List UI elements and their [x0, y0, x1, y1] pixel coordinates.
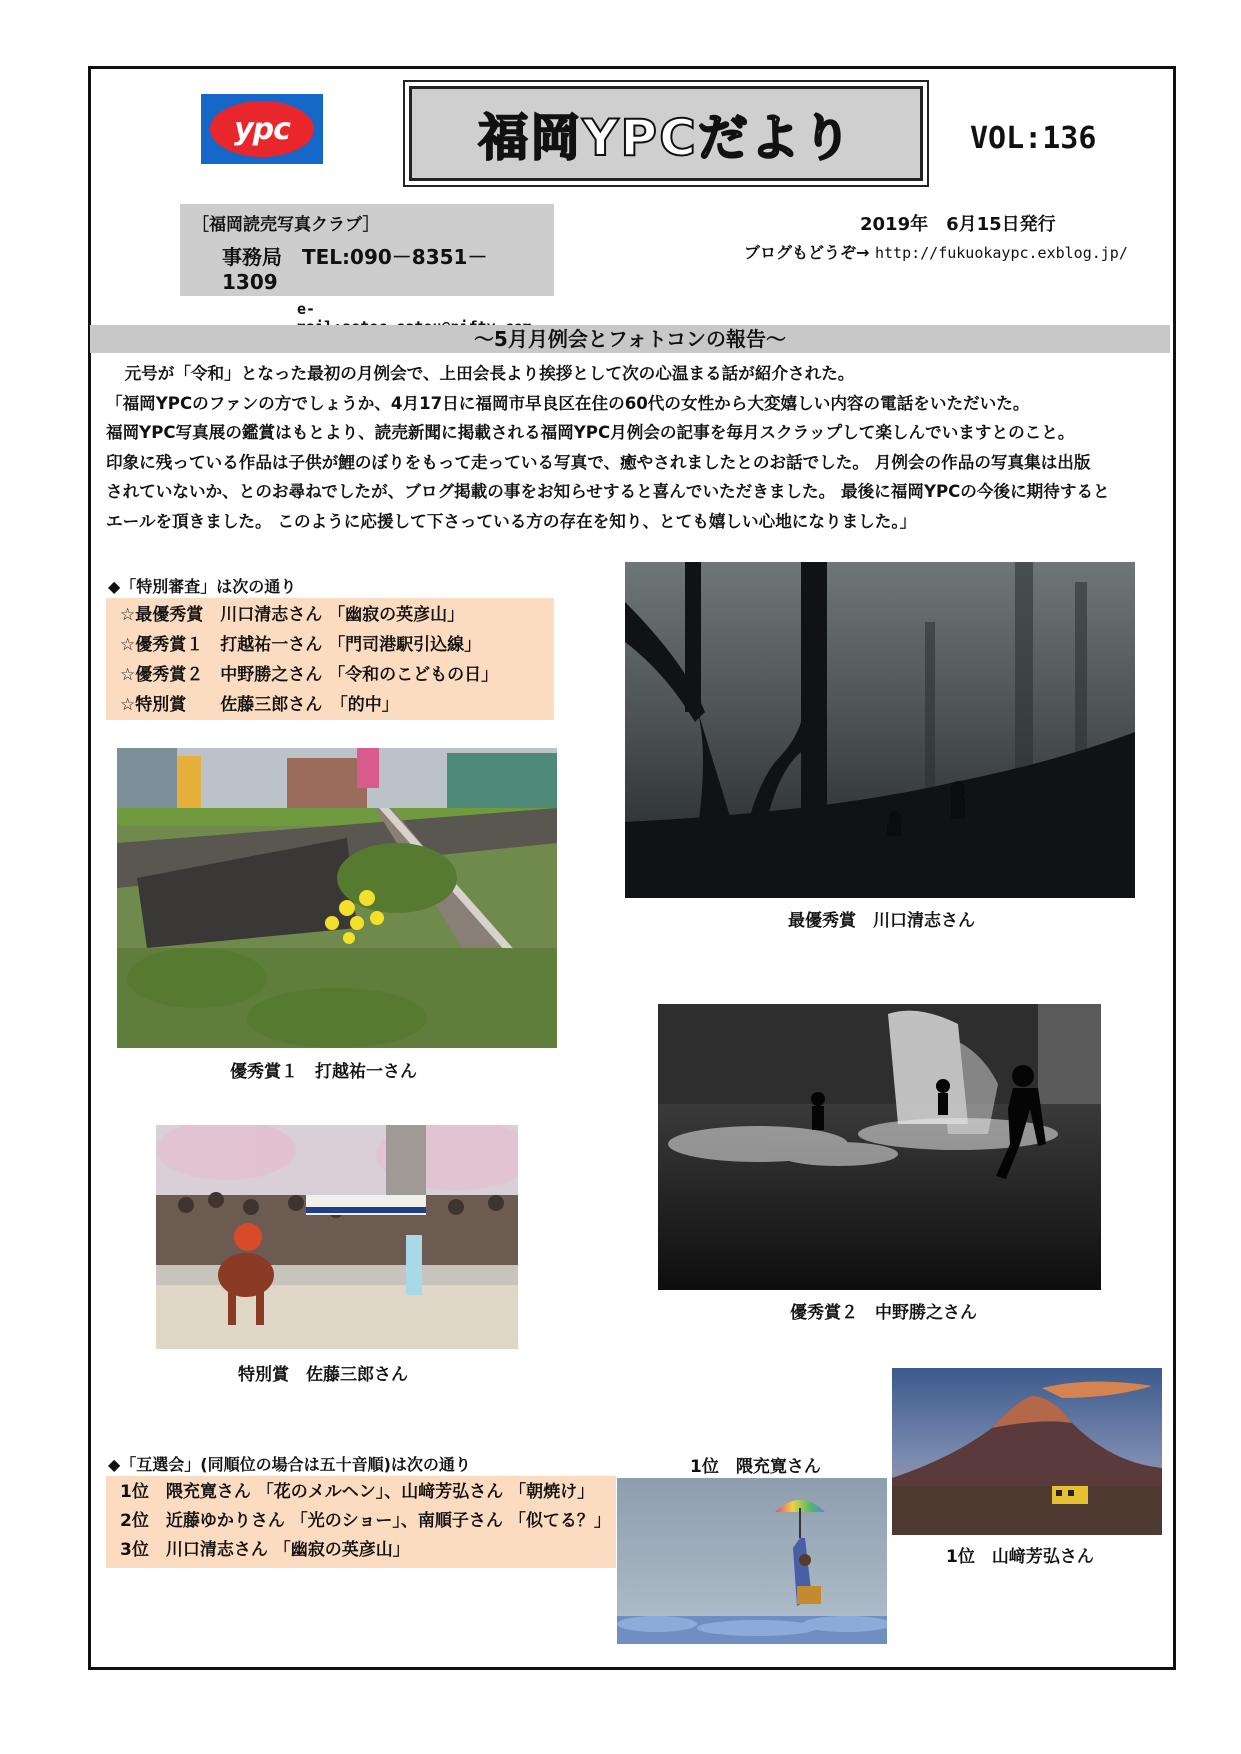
club-name: ［福岡読売写真クラブ］ — [192, 215, 380, 235]
logo-text: ypc — [234, 111, 290, 147]
intro-paragraph — [108, 359, 1168, 536]
blog-label: ブログもどうぞ→ — [744, 243, 875, 262]
caption-festival: 特別賞 佐藤三郎さん — [238, 1365, 408, 1385]
photo-fountain-children — [658, 1004, 1101, 1290]
intro-line: 元号が「令和」となった最初の月例会で、上田会長より挨拶として次の心温まる話が紹介された。 — [108, 364, 855, 383]
newsletter-title-inner — [409, 86, 923, 181]
peer-vote-list — [106, 1476, 616, 1568]
club-office-tel: 事務局 TEL:090－8351－1309 — [222, 245, 488, 294]
award-item: ☆特別賞 佐藤三郎さん 「的中」 — [120, 695, 399, 715]
peer-vote-heading: ◆「互選会」(同順位の場合は五十音順)は次の通り — [108, 1455, 471, 1474]
photo-festival-horse — [156, 1125, 518, 1349]
award-item: ☆優秀賞２ 中野勝之さん 「令和のこどもの日」 — [120, 665, 499, 685]
award-item: ☆優秀賞１ 打越祐一さん 「門司港駅引込線」 — [120, 635, 482, 655]
peer-vote-item: 3位 川口清志さん 「幽寂の英彦山」 — [120, 1540, 410, 1560]
caption-mountain: 1位 山﨑芳弘さん — [946, 1547, 1094, 1567]
club-email: e- — [297, 300, 316, 318]
caption-fountain: 優秀賞２ 中野勝之さん — [790, 1303, 977, 1323]
award-item: ☆最優秀賞 川口清志さん 「幽寂の英彦山」 — [120, 605, 465, 625]
club-info-box — [180, 204, 554, 318]
special-awards-heading: ◆「特別審査」は次の通り — [108, 577, 297, 596]
blog-line — [744, 240, 1128, 263]
intro-line: エールを頂きました。 このように応援して下さっている方の存在を知り、とても嬉しい心地になりました。」 — [106, 511, 917, 531]
logo-oval — [210, 101, 314, 157]
volume-number: VOL:136 — [970, 121, 1097, 156]
intro-line: 福岡YPC写真展の鑑賞はもとより、読売新聞に掲載される福岡YPC月例会の記事を毎月スクラップして楽しんでいますとのこと。 — [106, 423, 1075, 442]
intro-line: 印象に残っている作品は子供が鯉のぼりをもって走っている写真で、癒やされましたとのお話でした。 月例会の作品の写真集は出版 — [106, 452, 1091, 472]
intro-line: されていないか、とのお尋ねでしたが、ブログ掲載の事をお知らせすると喜んでいただきました。 最後に福岡YPCの今後に期待すると — [106, 482, 1110, 501]
photo-railway-track — [117, 748, 557, 1048]
peer-vote-item: 2位 近藤ゆかりさん 「光のショー」、南順子さん 「似てる？」 — [120, 1511, 611, 1531]
ypc-logo — [201, 94, 323, 164]
peer-vote-item: 1位 隈充寛さん 「花のメルヘン」、山﨑芳弘さん 「朝焼け」 — [120, 1482, 595, 1502]
caption-rail: 優秀賞１ 打越祐一さん — [230, 1062, 417, 1082]
photo-misty-forest — [625, 562, 1135, 898]
blog-url[interactable]: http://fukuokaypc.exblog.jp/ — [874, 244, 1128, 262]
newsletter-title: 福岡YPCだより — [478, 108, 854, 167]
photo-mountain-sunrise — [892, 1368, 1162, 1535]
issue-date: 2019年 6月15日発行 — [860, 214, 1056, 235]
intro-line: 「福岡YPCのファンの方でしょうか、4月17日に福岡市早良区在住の60代の女性から大変嬉しい内容の電話をいただいた。 — [106, 393, 1030, 413]
caption-umbrella: 1位 隈充寛さん — [690, 1457, 821, 1477]
photo-umbrella-girl — [617, 1478, 887, 1644]
newsletter-title-box — [403, 80, 929, 187]
special-awards-list — [106, 598, 554, 720]
section-heading: ～5月月例会とフォトコンの報告～ — [90, 325, 1170, 353]
caption-forest: 最優秀賞 川口清志さん — [788, 911, 975, 931]
